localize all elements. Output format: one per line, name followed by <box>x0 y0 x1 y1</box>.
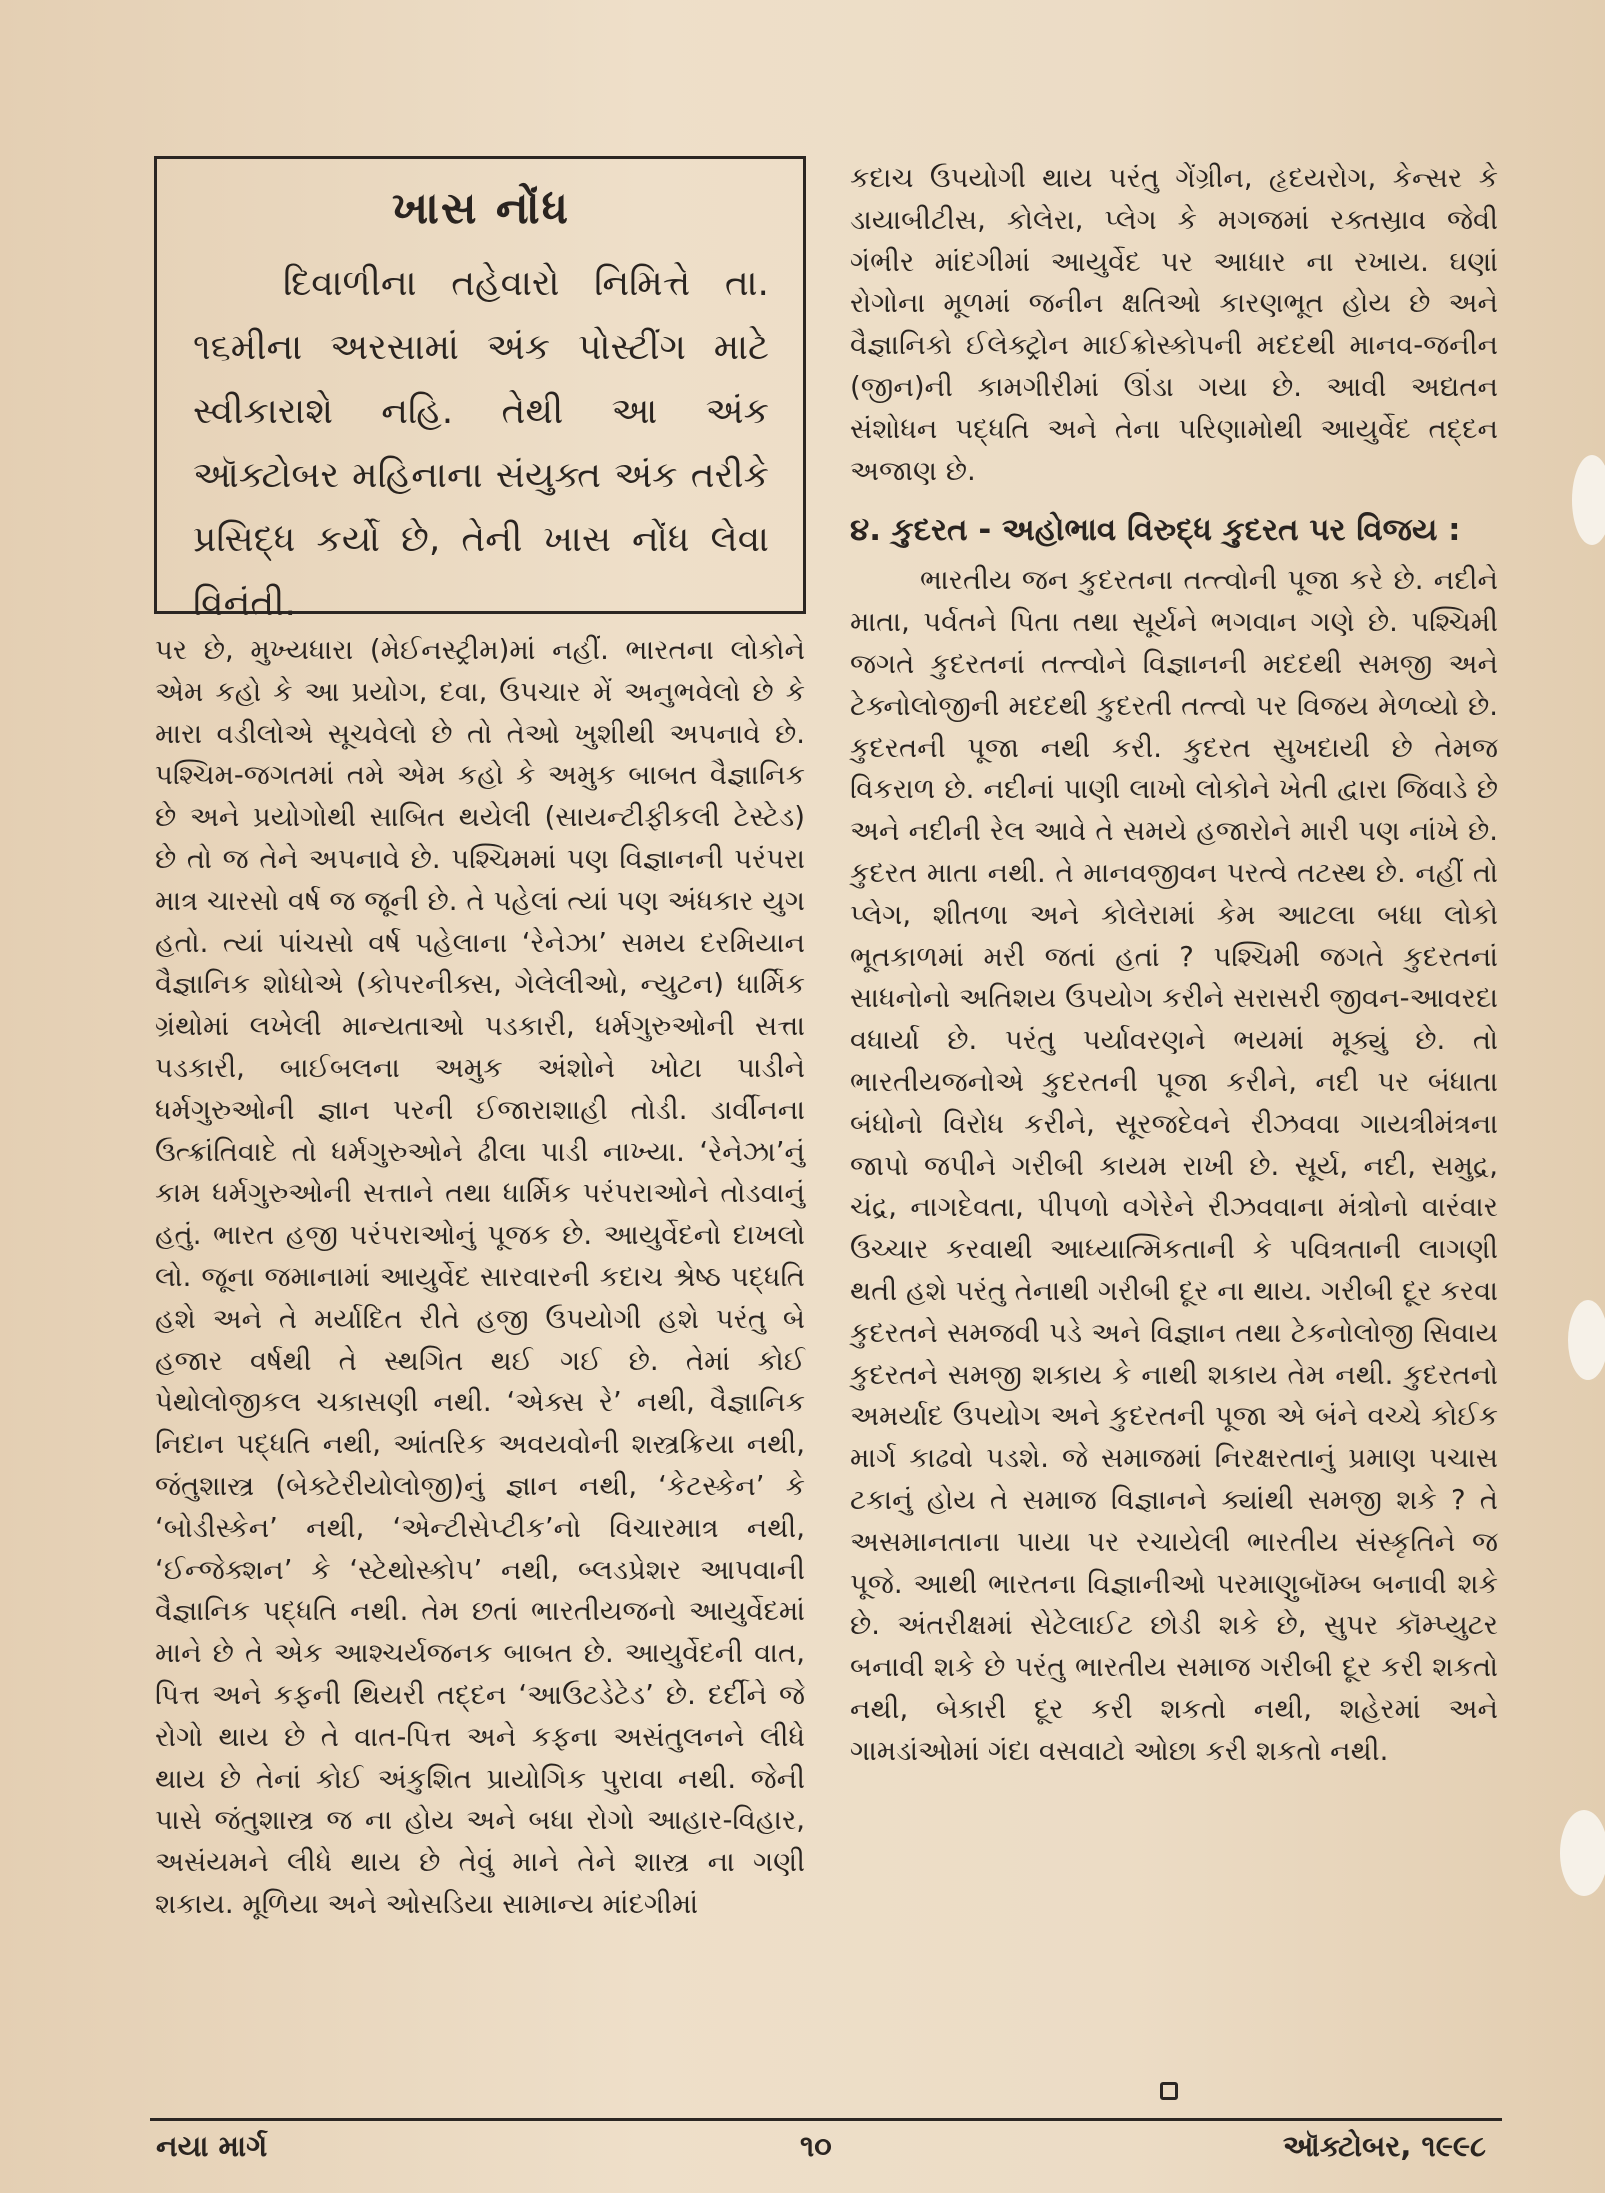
end-of-article-square-icon <box>1160 2082 1178 2100</box>
notice-body: દિવાળીના તહેવારો નિમિત્તે તા. ૧૬મીના અરસામાં અંક પોસ્ટીંગ માટે સ્વીકારાશે નહિ. તેથી આ અંક ઑક્ટોબર મહિનાના સંયુક્ત અંક તરીકે પ્રસિદ્ધ કર્યો છે, તેની ખાસ નોંધ લેવા વિનંતી. <box>193 263 769 624</box>
section-heading: ૪. કુદરત - અહોભાવ વિરુદ્ધ કુદરત પર વિજય : <box>850 512 1461 549</box>
left-column <box>155 630 805 1926</box>
right-para-2: ભારતીય જન કુદરતના તત્ત્વોની પૂજા કરે છે. નદીને માતા, પર્વતને પિતા તથા સૂર્યને ભગવાન ગણે છે. પશ્ચિમી જગતે કુદરતનાં તત્ત્વોને વિજ્ઞાનની મદદથી સમજી અને ટેક્નોલોજીની મદદથી કુદરતી તત્ત્વો પર વિજય મેળવ્યો છે. કુદરતની પૂજા નથી કરી. કુદરત સુખદાયી છે તેમજ વિકરાળ છે. નદીનાં પાણી લાખો લોકોને ખેતી દ્વારા જિવાડે છે અને નદીની રેલ આવે તે સમયે હજારોને મારી પણ નાંખે છે. કુદરત માતા નથી. તે માનવજીવન પરત્વે તટસ્થ છે. નહીં તો પ્લેગ, શીતળા અને કોલેરામાં કેમ આટલા બધા લોકો ભૂતકાળમાં મરી જતાં હતાં ? પશ્ચિમી જગતે કુદરતનાં સાધનોનો અતિશય ઉપયોગ કરીને સરાસરી જીવન-આવરદા વધાર્યા છે. પરંતુ પર્યાવરણને ભયમાં મૂક્યું છે. તો ભારતીયજનોએ કુદરતની પૂજા કરીને, નદી પર બંધાતા બંધોનો વિરોધ કરીને, સૂરજદેવને રીઝવવા ગાયત્રીમંત્રના જાપો જપીને ગરીબી કાયમ રાખી છે. સૂર્ય, નદી, સમુદ્ર, ચંદ્ર, નાગદેવતા, પીપળો વગેરેને રીઝવવાના મંત્રોનો વારંવાર ઉચ્ચાર કરવાથી આધ્યાત્મિકતાની કે પવિત્રતાની લાગણી થતી હશે પરંતુ તેનાથી ગરીબી દૂર ના થાય. ગરીબી દૂર કરવા કુદરતને સમજવી પડે અને વિજ્ઞાન તથા ટેકનોલોજી સિવાય કુદરતને સમજી શકાય કે નાથી શકાય તેમ નથી. કુદરતનો અમર્યાદ ઉપયોગ અને કુદરતની પૂજા એ બંને વચ્ચે કોઈક માર્ગ કાઢવો પડશે. જે સમાજમાં નિરક્ષરતાનું પ્રમાણ પચાસ ટકાનું હોય તે સમાજ વિજ્ઞાનને ક્યાંથી સમજી શકે ? તે અસમાનતાના પાયા પર રચાયેલી ભારતીય સંસ્કૃતિને જ પૂજે. આથી ભારતના વિજ્ઞાનીઓ પરમાણુબૉમ્બ બનાવી શકે છે. અંતરીક્ષમાં સેટેલાઈટ છોડી શકે છે, સુપર કૉમ્પ્યુટર બનાવી શકે છે પરંતુ ભારતીય સમાજ ગરીબી દૂર કરી શકતો નથી, બેકારી દૂર કરી શકતો નથી, શહેરમાં અને ગામડાંઓમાં ગંદા વસવાટો ઓછા કરી શકતો નથી. <box>850 564 1498 1767</box>
page-footer <box>150 2124 1502 2168</box>
footer-divider <box>150 2118 1502 2121</box>
binding-hole-decoration <box>1560 1810 1605 1896</box>
binding-hole-decoration <box>1572 455 1605 545</box>
left-column-text: પર છે, મુખ્યધારા (મેઈનસ્ટ્રીમ)માં નહીં. ભારતના લોકોને એમ કહો કે આ પ્રયોગ, દવા, ઉપચાર મેં અનુભવેલો છે કે મારા વડીલોએ સૂચવેલો છે તો તેઓ ખુશીથી અપનાવે છે. પશ્ચિમ-જગતમાં તમે એમ કહો કે અમુક બાબત વૈજ્ઞાનિક છે અને પ્રયોગોથી સાબિત થયેલી (સાયન્ટીફીકલી ટેસ્ટેડ) છે તો જ તેને અપનાવે છે. પશ્ચિમમાં પણ વિજ્ઞાનની પરંપરા માત્ર ચારસો વર્ષ જ જૂની છે. તે પહેલાં ત્યાં પણ અંધકાર યુગ હતો. ત્યાં પાંચસો વર્ષ પહેલાના ‘રેનેઝા’ સમય દરમિયાન વૈજ્ઞાનિક શોધોએ (કોપરનીક્સ, ગેલેલીઓ, ન્યુટન) ધાર્મિક ગ્રંથોમાં લખેલી માન્યતાઓ પડકારી, ધર્મગુરુઓની સત્તા પડકારી, બાઈબલના અમુક અંશોને ખોટા પાડીને ધર્મગુરુઓની જ્ઞાન પરની ઈજારાશાહી તોડી. ડાર્વીનના ઉત્ક્રાંતિવાદે તો ધર્મગુરુઓને ઢીલા પાડી નાખ્યા. ‘રેનેઝા’નું કામ ધર્મગુરુઓની સત્તાને તથા ધાર્મિક પરંપરાઓને તોડવાનું હતું. ભારત હજી પરંપરાઓનું પૂજક છે. આયુર્વેદનો દાખલો લો. જૂના જમાનામાં આયુર્વેદ સારવારની કદાચ શ્રેષ્ઠ પદ્ધતિ હશે અને તે મર્યાદિત રીતે હજી ઉપયોગી હશે પરંતુ બે હજાર વર્ષથી તે સ્થગિત થઈ ગઈ છે. તેમાં કોઈ પેથોલોજીકલ ચકાસણી નથી. ‘એક્સ રે’ નથી, વૈજ્ઞાનિક નિદાન પદ્ધતિ નથી, આંતરિક અવયવોની શસ્ત્રક્રિયા નથી, જંતુશાસ્ત્ર (બેક્ટેરીયોલોજી)નું જ્ઞાન નથી, ‘કેટસ્કેન’ કે ‘બોડીસ્કેન’ નથી, ‘એન્ટીસેપ્ટીક’નો વિચારમાત્ર નથી, ‘ઈન્જેક્શન’ કે ‘સ્ટેથોસ્કોપ’ નથી, બ્લડપ્રેશર આપવાની વૈજ્ઞાનિક પદ્ધતિ નથી. તેમ છતાં ભારતીયજનો આયુર્વેદમાં માને છે તે એક આશ્ચર્યજનક બાબત છે. આયુર્વેદની વાત, પિત્ત અને કફની થિયરી તદ્દન ‘આઉટડેટેડ’ છે. દર્દીને જે રોગો થાય છે તે વાત-પિત્ત અને કફના અસંતુલનને લીધે થાય છે તેનાં કોઈ અંકુશિત પ્રાયોગિક પુરાવા નથી. જેની પાસે જંતુશાસ્ત્ર જ ના હોય અને બધા રોગો આહાર-વિહાર, અસંયમને લીધે થાય છે તેવું માને તેને શાસ્ત્ર ના ગણી શકાય. મૂળિયા અને ઓસડિયા સામાન્ય માંદગીમાં <box>155 634 805 1920</box>
notice-title: ખાસ નોંધ <box>391 183 571 234</box>
right-column <box>850 158 1498 1772</box>
right-para-1: કદાચ ઉપયોગી થાય પરંતુ ગેંગ્રીન, હૃદયરોગ, કેન્સર કે ડાયાબીટીસ, કોલેરા, પ્લેગ કે મગજમાં રક્તસ્રાવ જેવી ગંભીર માંદગીમાં આયુર્વેદ પર આધાર ના રખાય. ઘણાં રોગોના મૂળમાં જનીન ક્ષતિઓ કારણભૂત હોય છે અને વૈજ્ઞાનિકો ઈલેક્ટ્રોન માઈક્રોસ્કોપની મદદથી માનવ-જનીન (જીન)ની કામગીરીમાં ઊંડા ગયા છે. આવી અદ્યતન સંશોધન પદ્ધતિ અને તેના પરિણામોથી આયુર્વેદ તદ્દન અજાણ છે. <box>850 162 1498 487</box>
issue-date: ઑક્ટોબર, ૧૯૯૮ <box>1282 2129 1486 2163</box>
page-number: ૧૦ <box>800 2129 832 2163</box>
publication-name: નયા માર્ગ <box>156 2129 268 2163</box>
special-notice-box <box>154 156 806 624</box>
binding-hole-decoration <box>1568 1300 1605 1380</box>
